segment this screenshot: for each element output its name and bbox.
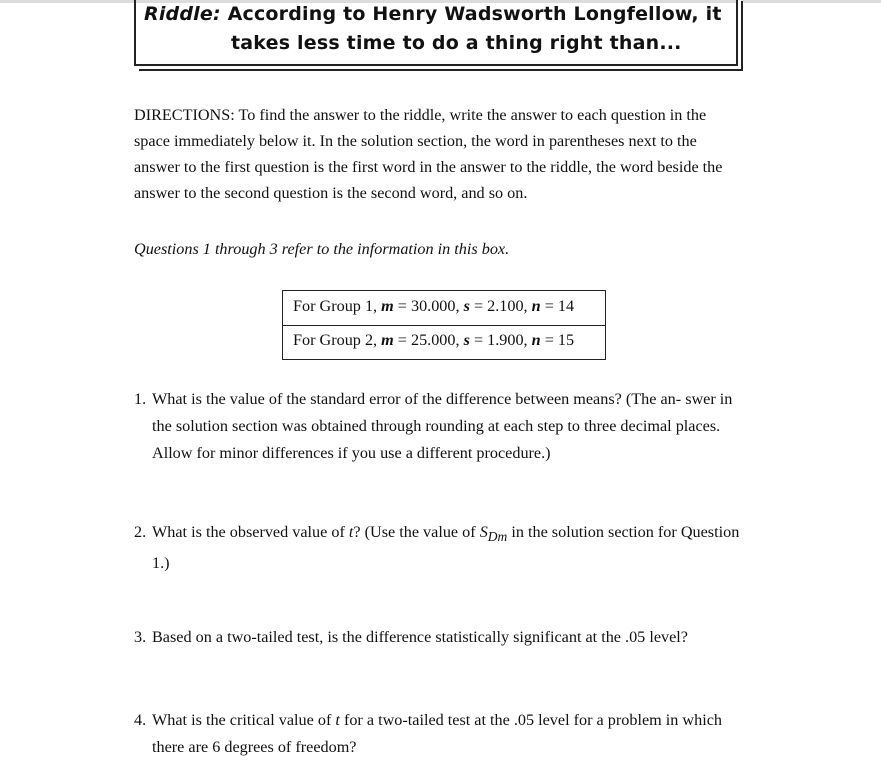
t-variable: t — [348, 523, 354, 541]
question-text-part: ? (Use the value of — [353, 523, 476, 541]
t-variable: t — [335, 711, 340, 729]
dm-subscript: Dm — [487, 529, 508, 545]
question-text: What is the value of the standard error of the difference between means? (The an- swer in the solution section was obtained through rounding at each step to three decimal places. Allow for minor differences if you use a different procedure.) — [152, 390, 733, 462]
question-number: 2. — [134, 523, 147, 541]
question-text-part: What is the critical value of — [152, 711, 332, 729]
group-1-s: 2.100 — [487, 297, 524, 315]
riddle-label: Riddle: — [144, 3, 221, 25]
question-text-part: in the solution section for Question 1.) — [152, 523, 740, 573]
group-1-label: For Group 1, — [293, 297, 378, 315]
directions-paragraph: DIRECTIONS: To find the answer to the riddle, write the answer to each question in the space immediately below it. In the solution section, the word in parentheses next to the answer to the first question is the first word in the answer to the riddle, the word beside the answer to the second question is the second word, and so on. — [134, 106, 723, 202]
question-text: Based on a two-tailed test, is the difference statistically significant at the .05 level? — [152, 628, 688, 646]
riddle-text-1: According to Henry Wadsworth Longfellow, it — [227, 3, 722, 25]
questions-reference: Questions 1 through 3 refer to the information in this box. — [134, 240, 510, 258]
group-2-n: 15 — [557, 331, 575, 349]
question-number: 4. — [134, 711, 147, 729]
group-2-label: For Group 2, — [293, 331, 378, 349]
question-text-part: What is the observed value of — [152, 523, 345, 541]
question-text — [152, 707, 744, 761]
question-4 — [134, 707, 744, 761]
question-1 — [134, 386, 744, 467]
question-text — [152, 519, 744, 577]
group-2-s: 1.900 — [487, 331, 524, 349]
group-info-box — [282, 290, 606, 360]
info-box-divider — [283, 325, 605, 326]
group-2-m: 25.000 — [410, 331, 456, 349]
question-number: 3. — [134, 628, 147, 646]
question-number: 1. — [134, 390, 147, 408]
group-2-info: For Group 2, m = 25.000, s = 1.900, n = 15 — [293, 331, 575, 349]
group-1-info: For Group 1, m = 30.000, s = 2.100, n = 14 — [293, 297, 575, 315]
s-symbol: S — [479, 523, 488, 541]
riddle-box — [134, 0, 738, 66]
riddle-line-1 — [144, 3, 722, 25]
question-text-part: for a two-tailed test at the .05 level for a problem in which there are 6 degrees of freedom? — [152, 711, 722, 756]
question-3 — [134, 624, 744, 651]
riddle-line-2: takes less time to do a thing right than... — [231, 32, 682, 54]
group-1-m: 30.000 — [410, 297, 456, 315]
group-1-n: 14 — [557, 297, 575, 315]
question-2 — [134, 519, 744, 577]
